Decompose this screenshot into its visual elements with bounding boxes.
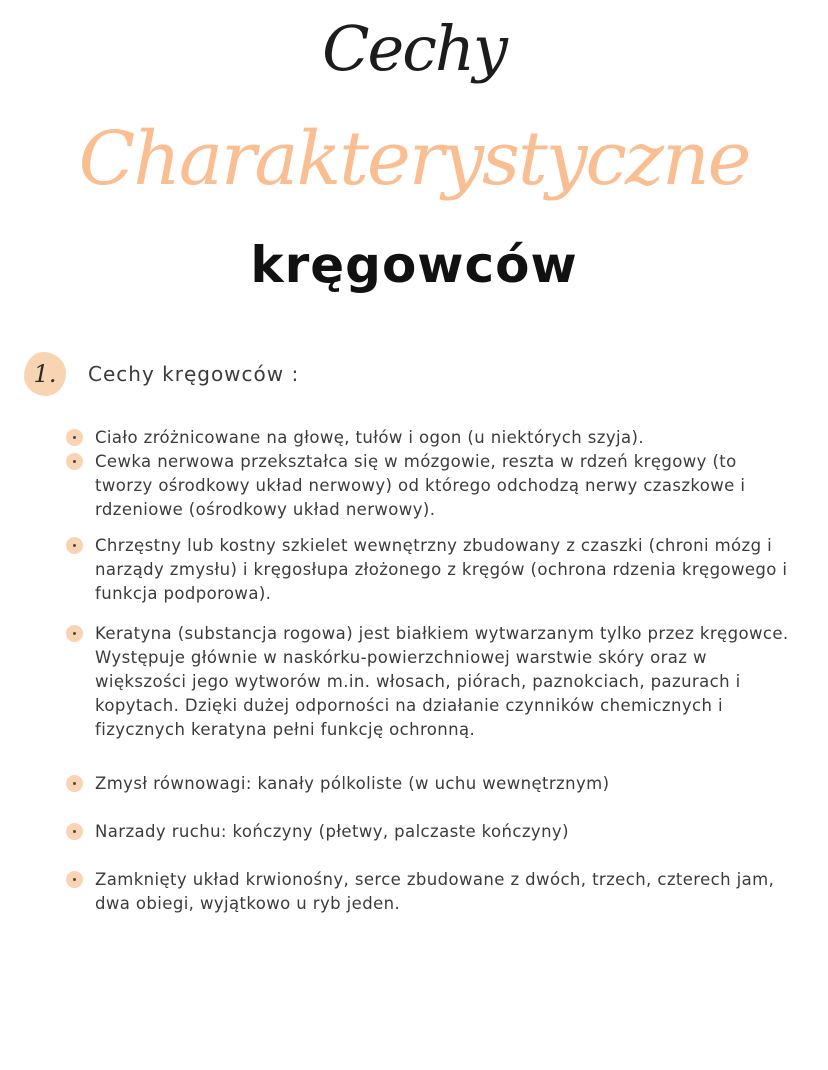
- title-script-accent: Charakterystyczne: [78, 116, 750, 202]
- list-item: [66, 868, 790, 916]
- title-script-top: Cechy: [322, 12, 506, 85]
- bullet-icon: [66, 775, 83, 792]
- section-heading: [24, 352, 828, 396]
- page-header: [0, 0, 828, 294]
- list-item: [66, 534, 790, 606]
- bullet-text: Narzady ruchu: kończyny (płetwy, palczaste kończyny): [95, 822, 569, 841]
- list-item: [66, 772, 790, 796]
- list-item: [66, 622, 790, 742]
- section-heading-label: Cechy kręgowców :: [88, 362, 300, 386]
- bullet-list: [66, 426, 790, 916]
- list-item: [66, 450, 790, 522]
- bullet-text: Zamknięty układ krwionośny, serce zbudowane z dwóch, trzech, czterech jam, dwa obiegi, wyjątkowo u ryb jeden.: [95, 870, 775, 913]
- bullet-icon: [66, 625, 83, 642]
- bullet-text: Keratyna (substancja rogowa) jest białkiem wytwarzanym tylko przez kręgowce. Występuje głównie w naskórku-powierzchniowej warstwie skóry oraz w większości jego wytworów m.in. włosach, piórach, paznokciach, pazurach i kopytach. Dzięki dużej odporności na działanie czynników chemicznych i fizycznych keratyna pełni funkcję ochronną.: [95, 624, 789, 739]
- bullet-icon: [66, 823, 83, 840]
- section-number-badge: 1.: [24, 352, 66, 396]
- bullet-text: Cewka nerwowa przekształca się w mózgowie, reszta w rdzeń kręgowy (to tworzy ośrodkowy układ nerwowy) od którego odchodzą nerwy czaszkowe i rdzeniowe (ośrodkowy układ nerwowy).: [95, 452, 746, 519]
- bullet-text: Ciało zróżnicowane na głowę, tułów i ogon (u niektórych szyja).: [95, 428, 644, 447]
- bullet-icon: [66, 537, 83, 554]
- bullet-icon: [66, 871, 83, 888]
- list-item: [66, 820, 790, 844]
- list-item: [66, 426, 790, 450]
- bullet-icon: [66, 429, 83, 446]
- bullet-text: Chrzęstny lub kostny szkielet wewnętrzny zbudowany z czaszki (chroni mózg i narządy zmysłu) i kręgosłupa złożonego z kręgów (ochrona rdzenia kręgowego i funkcja podporowa).: [95, 536, 788, 603]
- bullet-icon: [66, 453, 83, 470]
- page-title: kręgowców: [250, 236, 578, 294]
- bullet-text: Zmysł równowagi: kanały pólkoliste (w uchu wewnętrznym): [95, 774, 610, 793]
